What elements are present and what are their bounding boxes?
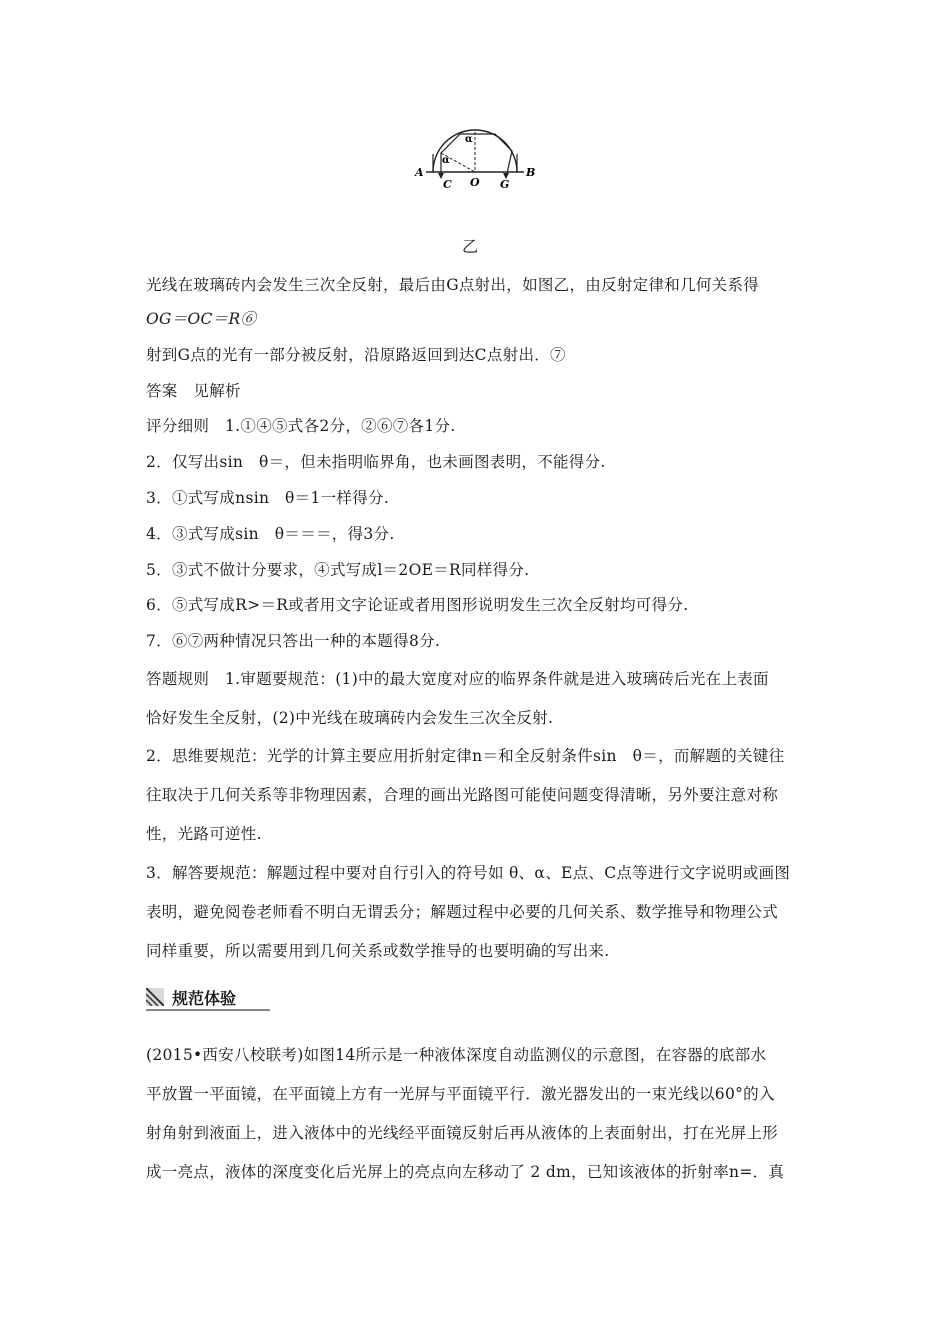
answer-rule: 性，光路可逆性. bbox=[146, 825, 262, 843]
label-C: C bbox=[443, 178, 452, 191]
scoring-rule: 4．③式写成sin θ＝＝＝，得3分. bbox=[146, 525, 395, 543]
scoring-rule: 7．⑥⑦两种情况只答出一种的本题得8分. bbox=[146, 632, 441, 650]
label-A: A bbox=[415, 166, 424, 179]
section-title: 规范体验 bbox=[172, 989, 237, 1008]
problem-line: 射角射到液面上，进入液体中的光线经平面镜反射后再从液体的上表面射出，打在光屏上形 bbox=[146, 1124, 779, 1142]
figure-caption: 乙 bbox=[462, 237, 479, 256]
text-line: 光线在玻璃砖内会发生三次全反射，最后由G点射出，如图乙，由反射定律和几何关系得 bbox=[146, 276, 760, 294]
label-alpha-top: α bbox=[465, 134, 473, 145]
semicircle-light-path-diagram bbox=[410, 118, 540, 208]
problem-line: 成一亮点，液体的深度变化后光屏上的亮点向左移动了 2 dm，已知该液体的折射率n=．真 bbox=[146, 1163, 785, 1181]
label-G: G bbox=[500, 178, 510, 191]
scoring-rule: 2．仅写出sin θ＝，但未指明临界角，也未画图表明，不能得分. bbox=[146, 453, 606, 471]
scoring-rule: 5．③式不做计分要求，④式写成l＝2OE＝R同样得分. bbox=[146, 561, 530, 579]
scoring-rule: 6．⑤式写成R>＝R或者用文字论证或者用图形说明发生三次全反射均可得分. bbox=[146, 596, 689, 614]
text-line: 射到G点的光有一部分被反射，沿原路返回到达C点射出．⑦ bbox=[146, 346, 566, 364]
problem-line: 平放置一平面镜，在平面镜上方有一光屏与平面镜平行．激光器发出的一束光线以60°的入 bbox=[146, 1085, 775, 1103]
answer-rule: 3．解答要规范：解题过程中要对自行引入的符号如 θ、α、E点、C点等进行文字说明或画图 bbox=[146, 864, 791, 882]
label-O: O bbox=[470, 176, 480, 189]
label-B: B bbox=[526, 166, 536, 179]
section-underline bbox=[146, 1009, 270, 1011]
scoring-rule: 评分细则 1.①④⑤式各2分，②⑥⑦各1分. bbox=[146, 417, 456, 435]
answer-rule: 2．思维要规范：光学的计算主要应用折射定律n＝和全反射条件sin θ＝，而解题的关键往 bbox=[146, 747, 785, 765]
answer-rule: 同样重要，所以需要用到几何关系或数学推导的也要明确的写出来. bbox=[146, 942, 610, 960]
answer-rule: 恰好发生全反射，(2)中光线在玻璃砖内会发生三次全反射. bbox=[146, 709, 554, 727]
answer-rule: 表明，避免阅卷老师看不明白无谓丢分；解题过程中必要的几何关系、数学推导和物理公式 bbox=[146, 903, 779, 921]
answer-rule: 往取决于几何关系等非物理因素，合理的画出光路图可能使问题变得清晰，另外要注意对称 bbox=[146, 786, 779, 804]
answer-rule: 答题规则 1.审题要规范：(1)中的最大宽度对应的临界条件就是进入玻璃砖后光在上表面 bbox=[146, 670, 769, 688]
scoring-rule: 3．①式写成nsin θ＝1一样得分. bbox=[146, 489, 390, 507]
diagonal-stripes-icon bbox=[146, 988, 164, 1006]
problem-line: (2015•西安八校联考)如图14所示是一种液体深度自动监测仪的示意图，在容器的底部水 bbox=[146, 1046, 767, 1064]
text-line: OG＝OC＝R⑥ bbox=[146, 310, 257, 328]
section-heading bbox=[146, 985, 270, 1011]
label-alpha-left: α bbox=[442, 155, 450, 166]
answer-label: 答案 见解析 bbox=[146, 382, 241, 400]
